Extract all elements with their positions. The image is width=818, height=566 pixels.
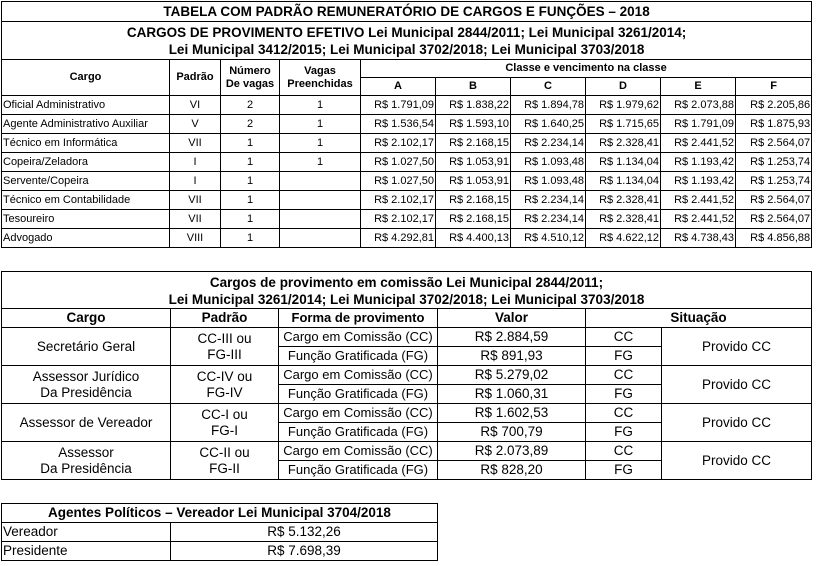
vencimento-cell: R$ 1.593,10 xyxy=(436,115,511,134)
comissao-padrao-line1: CC-IV ou xyxy=(196,368,253,384)
agentes-table-body xyxy=(2,523,438,561)
tipo-cell: CC xyxy=(586,366,662,385)
vencimento-cell: R$ 1.253,74 xyxy=(736,172,812,191)
comissao-table xyxy=(1,271,812,480)
efetivo-table-body xyxy=(2,96,812,248)
comissao-header-situacao: Situação xyxy=(586,309,812,328)
vencimento-cell: R$ 1.193,42 xyxy=(661,153,736,172)
cargo-cell: Oficial Administrativo xyxy=(2,96,170,115)
main-title: TABELA COM PADRÃO REMUNERATÓRIO DE CARGOS E FUNÇÕES – 2018 xyxy=(2,2,812,22)
vencimento-cell: R$ 4.400,13 xyxy=(436,229,511,248)
vencimento-cell: R$ 1.053,91 xyxy=(436,172,511,191)
valor-cell: R$ 2.884,59 xyxy=(438,328,586,347)
numero-vagas-cell: 1 xyxy=(221,191,280,210)
header-classe-e: E xyxy=(661,78,736,96)
forma-provimento-cell: Função Gratificada (FG) xyxy=(279,461,438,480)
vencimento-cell: R$ 2.102,17 xyxy=(361,191,436,210)
comissao-cargo-line1: Assessor de Vereador xyxy=(19,414,153,430)
comissao-title xyxy=(2,272,812,309)
table-row xyxy=(2,229,812,248)
efetivo-subtitle-line2: Lei Municipal 3412/2015; Lei Municipal 3702/2018; Lei Municipal 3703/2018 xyxy=(168,42,645,57)
vencimento-cell: R$ 2.168,15 xyxy=(436,134,511,153)
vencimento-cell: R$ 1.027,50 xyxy=(361,153,436,172)
vagas-preenchidas-cell: 1 xyxy=(280,134,361,153)
comissao-padrao-cell xyxy=(171,366,279,404)
comissao-cargo-line1: Assessor xyxy=(58,444,114,460)
tipo-cell: FG xyxy=(586,347,662,366)
vencimento-cell: R$ 1.093,48 xyxy=(511,153,586,172)
table-row xyxy=(2,210,812,229)
vencimento-cell: R$ 1.640,25 xyxy=(511,115,586,134)
comissao-table-body xyxy=(2,328,812,480)
comissao-cargo-line1: Secretário Geral xyxy=(36,338,136,354)
forma-provimento-cell: Cargo em Comissão (CC) xyxy=(279,328,438,347)
valor-cell: R$ 828,20 xyxy=(438,461,586,480)
forma-provimento-cell: Cargo em Comissão (CC) xyxy=(279,404,438,423)
vencimento-cell: R$ 2.234,14 xyxy=(511,134,586,153)
forma-provimento-cell: Cargo em Comissão (CC) xyxy=(279,366,438,385)
comissao-padrao-line2: FG-III xyxy=(207,346,242,362)
numero-vagas-cell: 2 xyxy=(221,115,280,134)
comissao-cargo-cell xyxy=(2,366,171,404)
header-vagas-preenchidas xyxy=(280,60,361,96)
valor-cell: R$ 1.602,53 xyxy=(438,404,586,423)
vagas-preenchidas-cell xyxy=(280,229,361,248)
header-classe-f: F xyxy=(736,78,812,96)
header-classe: Classe e vencimento na classe xyxy=(361,60,812,78)
vencimento-cell: R$ 1.193,42 xyxy=(661,172,736,191)
situacao-cell: Provido CC xyxy=(662,328,812,366)
efetivo-table xyxy=(1,1,812,248)
header-numero-line2: De vagas xyxy=(225,77,275,90)
comissao-padrao-line2: FG-I xyxy=(211,422,238,438)
table-row xyxy=(2,366,812,385)
comissao-header-valor: Valor xyxy=(438,309,586,328)
vencimento-cell: R$ 1.253,74 xyxy=(736,153,812,172)
comissao-padrao-cell xyxy=(171,328,279,366)
header-classe-b: B xyxy=(436,78,511,96)
comissao-header-padrao: Padrão xyxy=(171,309,279,328)
vencimento-cell: R$ 2.073,88 xyxy=(661,96,736,115)
vencimento-cell: R$ 4.622,12 xyxy=(586,229,661,248)
vencimento-cell: R$ 2.441,52 xyxy=(661,134,736,153)
comissao-cargo-cell xyxy=(2,404,171,442)
situacao-cell: Provido CC xyxy=(662,442,812,480)
cargo-cell: Técnico em Informática xyxy=(2,134,170,153)
vagas-preenchidas-cell: 1 xyxy=(280,115,361,134)
header-classe-a: A xyxy=(361,78,436,96)
comissao-padrao-line2: FG-IV xyxy=(206,384,243,400)
valor-cell: R$ 5.279,02 xyxy=(438,366,586,385)
padrao-cell: VII xyxy=(170,134,221,153)
vencimento-cell: R$ 2.234,14 xyxy=(511,210,586,229)
vencimento-cell: R$ 2.441,52 xyxy=(661,191,736,210)
valor-cell: R$ 2.073,89 xyxy=(438,442,586,461)
vagas-preenchidas-cell xyxy=(280,210,361,229)
header-padrao: Padrão xyxy=(170,60,221,96)
vencimento-cell: R$ 2.564,07 xyxy=(736,134,812,153)
comissao-padrao-cell xyxy=(171,442,279,480)
agente-cargo-cell: Vereador xyxy=(2,523,171,542)
agentes-politicos-table xyxy=(1,503,438,561)
vagas-preenchidas-cell xyxy=(280,172,361,191)
vencimento-cell: R$ 2.102,17 xyxy=(361,210,436,229)
comissao-padrao-line1: CC-II ou xyxy=(199,444,250,460)
header-cargo: Cargo xyxy=(2,60,170,96)
comissao-cargo-line2: Da Presidência xyxy=(40,384,132,400)
vencimento-cell: R$ 1.791,09 xyxy=(361,96,436,115)
cargo-cell: Advogado xyxy=(2,229,170,248)
tipo-cell: FG xyxy=(586,423,662,442)
cargo-cell: Agente Administrativo Auxiliar xyxy=(2,115,170,134)
vencimento-cell: R$ 2.328,41 xyxy=(586,210,661,229)
padrao-cell: VII xyxy=(170,210,221,229)
comissao-title-line2: Lei Municipal 3261/2014; Lei Municipal 3702/2018; Lei Municipal 3703/2018 xyxy=(168,292,645,307)
vencimento-cell: R$ 4.510,12 xyxy=(511,229,586,248)
table-row xyxy=(2,172,812,191)
comissao-padrao-line1: CC-I ou xyxy=(201,406,248,422)
vencimento-cell: R$ 2.441,52 xyxy=(661,210,736,229)
comissao-cargo-line1: Assessor Jurídico xyxy=(32,368,140,384)
vencimento-cell: R$ 1.134,04 xyxy=(586,172,661,191)
padrao-cell: V xyxy=(170,115,221,134)
agentes-title: Agentes Políticos – Vereador Lei Municipal 3704/2018 xyxy=(2,504,438,523)
vencimento-cell: R$ 2.168,15 xyxy=(436,210,511,229)
padrao-cell: VIII xyxy=(170,229,221,248)
vagas-preenchidas-cell: 1 xyxy=(280,96,361,115)
cargo-cell: Copeira/Zeladora xyxy=(2,153,170,172)
cargo-cell: Técnico em Contabilidade xyxy=(2,191,170,210)
table-row xyxy=(2,134,812,153)
vencimento-cell: R$ 1.093,48 xyxy=(511,172,586,191)
comissao-title-line1: Cargos de provimento em comissão Lei Municipal 2844/2011; xyxy=(209,275,604,290)
table-row xyxy=(2,442,812,461)
table-row xyxy=(2,542,438,561)
vencimento-cell: R$ 4.856,88 xyxy=(736,229,812,248)
vencimento-cell: R$ 2.168,15 xyxy=(436,191,511,210)
table-row xyxy=(2,328,812,347)
table-row xyxy=(2,404,812,423)
vencimento-cell: R$ 2.328,41 xyxy=(586,134,661,153)
valor-cell: R$ 1.060,31 xyxy=(438,385,586,404)
valor-cell: R$ 891,93 xyxy=(438,347,586,366)
padrao-cell: VI xyxy=(170,96,221,115)
header-vagas-line1: Vagas xyxy=(304,64,336,77)
vencimento-cell: R$ 2.564,07 xyxy=(736,210,812,229)
table-row xyxy=(2,115,812,134)
comissao-padrao-line1: CC-III ou xyxy=(197,330,252,346)
comissao-cargo-cell xyxy=(2,442,171,480)
cargo-cell: Tesoureiro xyxy=(2,210,170,229)
agente-cargo-cell: Presidente xyxy=(2,542,171,561)
forma-provimento-cell: Função Gratificada (FG) xyxy=(279,347,438,366)
numero-vagas-cell: 1 xyxy=(221,229,280,248)
numero-vagas-cell: 1 xyxy=(221,210,280,229)
padrao-cell: VII xyxy=(170,191,221,210)
cargo-cell: Servente/Copeira xyxy=(2,172,170,191)
vagas-preenchidas-cell: 1 xyxy=(280,153,361,172)
vencimento-cell: R$ 4.292,81 xyxy=(361,229,436,248)
efetivo-subtitle xyxy=(2,22,812,60)
forma-provimento-cell: Cargo em Comissão (CC) xyxy=(279,442,438,461)
forma-provimento-cell: Função Gratificada (FG) xyxy=(279,423,438,442)
numero-vagas-cell: 1 xyxy=(221,153,280,172)
comissao-cargo-cell xyxy=(2,328,171,366)
vencimento-cell: R$ 2.102,17 xyxy=(361,134,436,153)
padrao-cell: I xyxy=(170,172,221,191)
header-classe-c: C xyxy=(511,78,586,96)
tipo-cell: FG xyxy=(586,385,662,404)
numero-vagas-cell: 1 xyxy=(221,172,280,191)
tipo-cell: CC xyxy=(586,404,662,423)
forma-provimento-cell: Função Gratificada (FG) xyxy=(279,385,438,404)
table-row xyxy=(2,96,812,115)
agente-valor-cell: R$ 7.698,39 xyxy=(171,542,438,561)
numero-vagas-cell: 2 xyxy=(221,96,280,115)
vencimento-cell: R$ 2.328,41 xyxy=(586,191,661,210)
vencimento-cell: R$ 1.894,78 xyxy=(511,96,586,115)
tipo-cell: CC xyxy=(586,442,662,461)
table-row xyxy=(2,153,812,172)
vencimento-cell: R$ 1.979,62 xyxy=(586,96,661,115)
tipo-cell: CC xyxy=(586,328,662,347)
vencimento-cell: R$ 2.234,14 xyxy=(511,191,586,210)
header-numero-line1: Número xyxy=(229,64,271,77)
vencimento-cell: R$ 1.791,09 xyxy=(661,115,736,134)
comissao-padrao-cell xyxy=(171,404,279,442)
vencimento-cell: R$ 1.875,93 xyxy=(736,115,812,134)
numero-vagas-cell: 1 xyxy=(221,134,280,153)
vencimento-cell: R$ 1.053,91 xyxy=(436,153,511,172)
agente-valor-cell: R$ 5.132,26 xyxy=(171,523,438,542)
header-numero-vagas xyxy=(221,60,280,96)
header-classe-d: D xyxy=(586,78,661,96)
efetivo-subtitle-line1: CARGOS DE PROVIMENTO EFETIVO Lei Municipal 2844/2011; Lei Municipal 3261/2014; xyxy=(126,25,687,40)
vencimento-cell: R$ 1.134,04 xyxy=(586,153,661,172)
comissao-padrao-line2: FG-II xyxy=(209,460,240,476)
tipo-cell: FG xyxy=(586,461,662,480)
valor-cell: R$ 700,79 xyxy=(438,423,586,442)
vencimento-cell: R$ 4.738,43 xyxy=(661,229,736,248)
header-vagas-line2: Preenchidas xyxy=(287,77,353,90)
table-row xyxy=(2,523,438,542)
vencimento-cell: R$ 1.027,50 xyxy=(361,172,436,191)
padrao-cell: I xyxy=(170,153,221,172)
comissao-header-forma: Forma de provimento xyxy=(279,309,438,328)
vencimento-cell: R$ 2.564,07 xyxy=(736,191,812,210)
vagas-preenchidas-cell xyxy=(280,191,361,210)
vencimento-cell: R$ 2.205,86 xyxy=(736,96,812,115)
vencimento-cell: R$ 1.715,65 xyxy=(586,115,661,134)
comissao-header-cargo: Cargo xyxy=(2,309,171,328)
situacao-cell: Provido CC xyxy=(662,404,812,442)
table-row xyxy=(2,191,812,210)
vencimento-cell: R$ 1.838,22 xyxy=(436,96,511,115)
comissao-cargo-line2: Da Presidência xyxy=(40,460,132,476)
situacao-cell: Provido CC xyxy=(662,366,812,404)
vencimento-cell: R$ 1.536,54 xyxy=(361,115,436,134)
